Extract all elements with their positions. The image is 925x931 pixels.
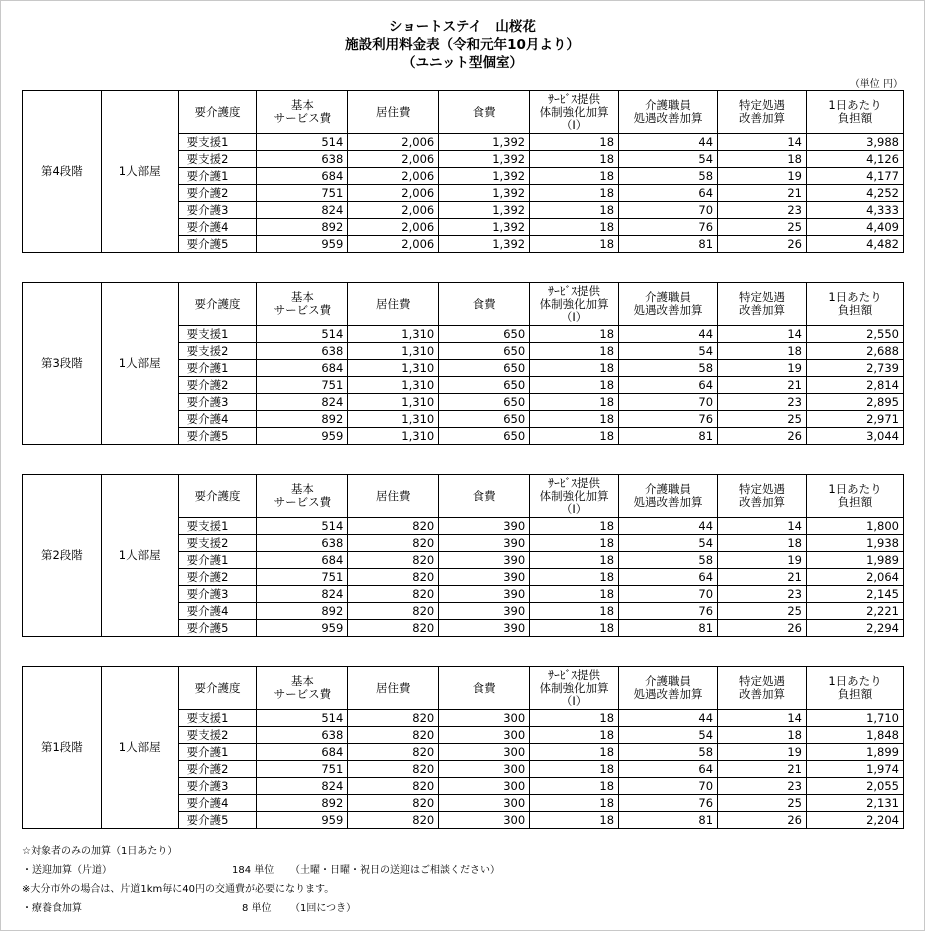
meal-cell: 300 (439, 795, 530, 812)
meal-header: 食費 (439, 91, 530, 134)
care-staff-improvement-cell: 81 (619, 236, 718, 253)
basic-service-cell: 824 (257, 202, 348, 219)
specific-improvement-cell: 23 (718, 586, 807, 603)
specific-improvement-header: 特定処遇 改善加算 (718, 91, 807, 134)
care-level-cell: 要支援2 (178, 535, 257, 552)
basic-service-cell: 684 (257, 168, 348, 185)
room-type-cell: 1人部屋 (101, 91, 178, 253)
care-level-cell: 要介護5 (178, 428, 257, 445)
basic-service-cell: 959 (257, 428, 348, 445)
meal-header: 食費 (439, 667, 530, 710)
fee-table (22, 282, 904, 445)
specific-improvement-cell: 23 (718, 202, 807, 219)
basic-service-cell: 959 (257, 812, 348, 829)
daily-total-cell: 2,064 (806, 569, 903, 586)
specific-improvement-cell: 26 (718, 620, 807, 637)
residence-cell: 1,310 (348, 343, 439, 360)
service-enhancement-cell: 18 (530, 428, 619, 445)
meal-cell: 650 (439, 377, 530, 394)
specific-improvement-cell: 26 (718, 812, 807, 829)
specific-improvement-cell: 26 (718, 236, 807, 253)
residence-cell: 820 (348, 535, 439, 552)
meal-cell: 390 (439, 535, 530, 552)
meal-cell: 1,392 (439, 202, 530, 219)
residence-cell: 1,310 (348, 377, 439, 394)
care-staff-improvement-cell: 64 (619, 377, 718, 394)
daily-total-cell: 2,055 (806, 778, 903, 795)
room-type-cell: 1人部屋 (101, 475, 178, 637)
care-staff-improvement-cell: 76 (619, 603, 718, 620)
residence-header: 居住費 (348, 283, 439, 326)
residence-cell: 1,310 (348, 326, 439, 343)
service-enhancement-cell: 18 (530, 603, 619, 620)
care-staff-improvement-header: 介護職員 処遇改善加算 (619, 667, 718, 710)
specific-improvement-cell: 18 (718, 535, 807, 552)
service-enhancement-header: ｻｰﾋﾞｽ提供 体制強化加算 （Ⅰ） (530, 475, 619, 518)
care-level-cell: 要支援1 (178, 326, 257, 343)
daily-total-cell: 1,899 (806, 744, 903, 761)
basic-service-cell: 824 (257, 778, 348, 795)
header-row (23, 283, 904, 326)
meal-cell: 650 (439, 394, 530, 411)
specific-improvement-cell: 25 (718, 603, 807, 620)
meal-cell: 390 (439, 518, 530, 535)
service-enhancement-cell: 18 (530, 778, 619, 795)
daily-total-cell: 1,989 (806, 552, 903, 569)
meal-cell: 300 (439, 761, 530, 778)
care-level-cell: 要介護1 (178, 552, 257, 569)
daily-total-cell: 1,848 (806, 727, 903, 744)
care-level-cell: 要介護2 (178, 185, 257, 202)
residence-cell: 820 (348, 778, 439, 795)
service-enhancement-cell: 18 (530, 411, 619, 428)
care-level-header: 要介護度 (178, 91, 257, 134)
footnotes (22, 842, 500, 918)
meal-cell: 390 (439, 586, 530, 603)
specific-improvement-header: 特定処遇 改善加算 (718, 475, 807, 518)
service-enhancement-cell: 18 (530, 219, 619, 236)
daily-total-cell: 2,145 (806, 586, 903, 603)
service-enhancement-cell: 18 (530, 360, 619, 377)
daily-total-cell: 4,409 (806, 219, 903, 236)
care-level-cell: 要介護1 (178, 360, 257, 377)
income-stage-cell: 第2段階 (23, 475, 102, 637)
specific-improvement-header: 特定処遇 改善加算 (718, 283, 807, 326)
meal-cell: 1,392 (439, 185, 530, 202)
residence-cell: 820 (348, 552, 439, 569)
specific-improvement-cell: 14 (718, 518, 807, 535)
care-level-cell: 要介護2 (178, 569, 257, 586)
service-enhancement-cell: 18 (530, 326, 619, 343)
meal-cell: 650 (439, 411, 530, 428)
transport-label: ・送迎加算（片道） (22, 865, 112, 876)
care-staff-improvement-cell: 70 (619, 586, 718, 603)
daily-total-cell: 1,800 (806, 518, 903, 535)
therapeutic-meal-label: ・療養食加算 (22, 903, 82, 914)
daily-total-cell: 2,294 (806, 620, 903, 637)
residence-cell: 820 (348, 603, 439, 620)
service-enhancement-cell: 18 (530, 168, 619, 185)
residence-cell: 2,006 (348, 236, 439, 253)
income-stage-cell: 第1段階 (23, 667, 102, 829)
care-staff-improvement-cell: 70 (619, 202, 718, 219)
daily-total-header: 1日あたり 負担額 (806, 667, 903, 710)
care-level-header: 要介護度 (178, 475, 257, 518)
service-enhancement-cell: 18 (530, 569, 619, 586)
residence-cell: 1,310 (348, 428, 439, 445)
service-enhancement-header: ｻｰﾋﾞｽ提供 体制強化加算 （Ⅰ） (530, 667, 619, 710)
care-staff-improvement-cell: 64 (619, 761, 718, 778)
service-enhancement-cell: 18 (530, 586, 619, 603)
specific-improvement-cell: 18 (718, 151, 807, 168)
basic-service-cell: 684 (257, 360, 348, 377)
income-stage-cell: 第3段階 (23, 283, 102, 445)
basic-service-cell: 824 (257, 586, 348, 603)
care-staff-improvement-cell: 70 (619, 778, 718, 795)
service-enhancement-cell: 18 (530, 134, 619, 151)
service-enhancement-cell: 18 (530, 812, 619, 829)
service-enhancement-cell: 18 (530, 552, 619, 569)
daily-total-cell: 4,252 (806, 185, 903, 202)
daily-total-cell: 2,204 (806, 812, 903, 829)
care-staff-improvement-cell: 44 (619, 134, 718, 151)
care-staff-improvement-cell: 76 (619, 795, 718, 812)
basic-service-header: 基本 サービス費 (257, 475, 348, 518)
header-row (23, 475, 904, 518)
residence-cell: 2,006 (348, 219, 439, 236)
basic-service-cell: 892 (257, 603, 348, 620)
meal-cell: 300 (439, 778, 530, 795)
daily-total-cell: 2,550 (806, 326, 903, 343)
service-enhancement-header: ｻｰﾋﾞｽ提供 体制強化加算 （Ⅰ） (530, 283, 619, 326)
daily-total-cell: 4,333 (806, 202, 903, 219)
care-staff-improvement-cell: 64 (619, 569, 718, 586)
meal-cell: 300 (439, 812, 530, 829)
residence-cell: 820 (348, 710, 439, 727)
meal-cell: 650 (439, 428, 530, 445)
meal-cell: 650 (439, 360, 530, 377)
care-staff-improvement-cell: 44 (619, 518, 718, 535)
daily-total-cell: 1,710 (806, 710, 903, 727)
care-staff-improvement-cell: 58 (619, 168, 718, 185)
basic-service-cell: 959 (257, 236, 348, 253)
care-level-cell: 要支援2 (178, 727, 257, 744)
basic-service-cell: 824 (257, 394, 348, 411)
basic-service-cell: 892 (257, 411, 348, 428)
service-enhancement-cell: 18 (530, 620, 619, 637)
residence-cell: 820 (348, 518, 439, 535)
meal-cell: 650 (439, 343, 530, 360)
residence-cell: 1,310 (348, 394, 439, 411)
specific-improvement-cell: 23 (718, 778, 807, 795)
service-enhancement-cell: 18 (530, 727, 619, 744)
daily-total-cell: 3,044 (806, 428, 903, 445)
residence-cell: 820 (348, 744, 439, 761)
transport-note: （土曜・日曜・祝日の送迎はご相談ください） (290, 865, 500, 876)
residence-cell: 820 (348, 761, 439, 778)
meal-cell: 1,392 (439, 219, 530, 236)
service-enhancement-cell: 18 (530, 343, 619, 360)
specific-improvement-cell: 14 (718, 710, 807, 727)
room-type-title: （ユニット型個室） (402, 55, 523, 71)
service-enhancement-cell: 18 (530, 185, 619, 202)
basic-service-header: 基本 サービス費 (257, 91, 348, 134)
care-staff-improvement-cell: 58 (619, 552, 718, 569)
daily-total-cell: 2,739 (806, 360, 903, 377)
basic-service-header: 基本 サービス費 (257, 283, 348, 326)
daily-total-cell: 3,988 (806, 134, 903, 151)
residence-cell: 820 (348, 620, 439, 637)
service-enhancement-cell: 18 (530, 535, 619, 552)
basic-service-cell: 514 (257, 326, 348, 343)
residence-cell: 2,006 (348, 168, 439, 185)
residence-cell: 820 (348, 569, 439, 586)
basic-service-cell: 638 (257, 727, 348, 744)
residence-cell: 2,006 (348, 134, 439, 151)
residence-cell: 2,006 (348, 151, 439, 168)
specific-improvement-cell: 21 (718, 377, 807, 394)
basic-service-cell: 751 (257, 377, 348, 394)
fee-table-title: 施設利用料金表（令和元年10月より） (345, 37, 580, 53)
care-level-cell: 要介護1 (178, 168, 257, 185)
room-type-cell: 1人部屋 (101, 283, 178, 445)
fee-table (22, 666, 904, 829)
specific-improvement-cell: 23 (718, 394, 807, 411)
care-level-header: 要介護度 (178, 667, 257, 710)
meal-cell: 650 (439, 326, 530, 343)
care-level-cell: 要介護3 (178, 778, 257, 795)
care-level-cell: 要介護1 (178, 744, 257, 761)
service-enhancement-cell: 18 (530, 202, 619, 219)
residence-header: 居住費 (348, 667, 439, 710)
service-enhancement-cell: 18 (530, 744, 619, 761)
basic-service-cell: 684 (257, 744, 348, 761)
care-level-cell: 要支援1 (178, 710, 257, 727)
care-level-cell: 要介護5 (178, 236, 257, 253)
specific-improvement-cell: 25 (718, 795, 807, 812)
therapeutic-meal-addition (22, 899, 500, 918)
header-row (23, 91, 904, 134)
care-staff-improvement-cell: 76 (619, 411, 718, 428)
residence-cell: 820 (348, 586, 439, 603)
service-enhancement-cell: 18 (530, 377, 619, 394)
care-level-cell: 要介護3 (178, 586, 257, 603)
specific-improvement-cell: 19 (718, 552, 807, 569)
daily-total-cell: 2,971 (806, 411, 903, 428)
residence-cell: 1,310 (348, 360, 439, 377)
therapeutic-meal-note: （1回につき） (290, 903, 357, 914)
residence-cell: 820 (348, 727, 439, 744)
care-staff-improvement-cell: 81 (619, 620, 718, 637)
basic-service-cell: 514 (257, 134, 348, 151)
daily-total-cell: 2,221 (806, 603, 903, 620)
care-staff-improvement-cell: 76 (619, 219, 718, 236)
residence-header: 居住費 (348, 475, 439, 518)
meal-cell: 300 (439, 744, 530, 761)
specific-improvement-cell: 21 (718, 761, 807, 778)
care-level-cell: 要支援1 (178, 518, 257, 535)
care-level-cell: 要介護2 (178, 761, 257, 778)
specific-improvement-cell: 21 (718, 569, 807, 586)
care-staff-improvement-cell: 64 (619, 185, 718, 202)
daily-total-header: 1日あたり 負担額 (806, 475, 903, 518)
meal-cell: 1,392 (439, 236, 530, 253)
basic-service-cell: 638 (257, 535, 348, 552)
specific-improvement-cell: 18 (718, 727, 807, 744)
care-staff-improvement-header: 介護職員 処遇改善加算 (619, 475, 718, 518)
service-enhancement-cell: 18 (530, 710, 619, 727)
daily-total-cell: 2,131 (806, 795, 903, 812)
care-level-header: 要介護度 (178, 283, 257, 326)
specific-improvement-cell: 25 (718, 219, 807, 236)
care-staff-improvement-cell: 54 (619, 727, 718, 744)
meal-header: 食費 (439, 283, 530, 326)
care-staff-improvement-cell: 44 (619, 326, 718, 343)
basic-service-cell: 684 (257, 552, 348, 569)
care-staff-improvement-cell: 58 (619, 744, 718, 761)
service-enhancement-cell: 18 (530, 394, 619, 411)
transport-value: 184 単位 (232, 865, 275, 876)
basic-service-cell: 751 (257, 185, 348, 202)
residence-header: 居住費 (348, 91, 439, 134)
daily-total-cell: 4,177 (806, 168, 903, 185)
meal-cell: 300 (439, 727, 530, 744)
meal-cell: 390 (439, 569, 530, 586)
specific-improvement-cell: 14 (718, 134, 807, 151)
specific-improvement-cell: 19 (718, 168, 807, 185)
daily-total-cell: 4,482 (806, 236, 903, 253)
basic-service-cell: 892 (257, 219, 348, 236)
basic-service-cell: 892 (257, 795, 348, 812)
residence-cell: 1,310 (348, 411, 439, 428)
specific-improvement-cell: 18 (718, 343, 807, 360)
care-level-cell: 要介護5 (178, 812, 257, 829)
specific-improvement-cell: 14 (718, 326, 807, 343)
unit-note: （単位 円） (849, 79, 903, 90)
residence-cell: 2,006 (348, 185, 439, 202)
basic-service-cell: 959 (257, 620, 348, 637)
care-staff-improvement-header: 介護職員 処遇改善加算 (619, 283, 718, 326)
daily-total-cell: 2,895 (806, 394, 903, 411)
care-staff-improvement-cell: 81 (619, 428, 718, 445)
service-enhancement-cell: 18 (530, 761, 619, 778)
basic-service-cell: 514 (257, 518, 348, 535)
service-enhancement-cell: 18 (530, 795, 619, 812)
meal-cell: 390 (439, 552, 530, 569)
service-enhancement-cell: 18 (530, 151, 619, 168)
meal-cell: 1,392 (439, 151, 530, 168)
residence-cell: 820 (348, 795, 439, 812)
room-type-cell: 1人部屋 (101, 667, 178, 829)
fee-table (22, 474, 904, 637)
care-staff-improvement-cell: 54 (619, 343, 718, 360)
residence-cell: 820 (348, 812, 439, 829)
fee-table (22, 90, 904, 253)
daily-total-cell: 2,688 (806, 343, 903, 360)
meal-cell: 390 (439, 620, 530, 637)
service-enhancement-cell: 18 (530, 236, 619, 253)
care-staff-improvement-cell: 81 (619, 812, 718, 829)
meal-cell: 1,392 (439, 168, 530, 185)
care-level-cell: 要介護4 (178, 603, 257, 620)
meal-cell: 1,392 (439, 134, 530, 151)
specific-improvement-cell: 21 (718, 185, 807, 202)
care-level-cell: 要介護2 (178, 377, 257, 394)
transport-addition (22, 861, 500, 880)
residence-cell: 2,006 (348, 202, 439, 219)
care-level-cell: 要介護4 (178, 795, 257, 812)
meal-header: 食費 (439, 475, 530, 518)
care-staff-improvement-cell: 44 (619, 710, 718, 727)
care-level-cell: 要介護4 (178, 219, 257, 236)
care-staff-improvement-cell: 58 (619, 360, 718, 377)
basic-service-cell: 638 (257, 151, 348, 168)
daily-total-header: 1日あたり 負担額 (806, 283, 903, 326)
basic-service-cell: 751 (257, 761, 348, 778)
specific-improvement-cell: 19 (718, 360, 807, 377)
basic-service-cell: 751 (257, 569, 348, 586)
service-enhancement-header: ｻｰﾋﾞｽ提供 体制強化加算 （Ⅰ） (530, 91, 619, 134)
daily-total-header: 1日あたり 負担額 (806, 91, 903, 134)
title-block (0, 18, 925, 72)
daily-total-cell: 1,974 (806, 761, 903, 778)
header-row (23, 667, 904, 710)
basic-service-cell: 514 (257, 710, 348, 727)
meal-cell: 390 (439, 603, 530, 620)
outside-city-note: ※大分市外の場合は、片道1km毎に40円の交通費が必要になります。 (22, 884, 335, 895)
care-level-cell: 要介護5 (178, 620, 257, 637)
basic-service-cell: 638 (257, 343, 348, 360)
meal-cell: 300 (439, 710, 530, 727)
therapeutic-meal-value: 8 単位 (242, 903, 272, 914)
facility-title: ショートステイ 山桜花 (389, 19, 536, 35)
care-staff-improvement-header: 介護職員 処遇改善加算 (619, 91, 718, 134)
daily-total-cell: 4,126 (806, 151, 903, 168)
care-level-cell: 要支援1 (178, 134, 257, 151)
specific-improvement-cell: 25 (718, 411, 807, 428)
income-stage-cell: 第4段階 (23, 91, 102, 253)
care-level-cell: 要介護3 (178, 202, 257, 219)
care-level-cell: 要支援2 (178, 151, 257, 168)
care-staff-improvement-cell: 54 (619, 151, 718, 168)
applicable-only-note: ☆対象者のみの加算（1日あたり） (22, 846, 178, 857)
care-staff-improvement-cell: 54 (619, 535, 718, 552)
care-staff-improvement-cell: 70 (619, 394, 718, 411)
specific-improvement-header: 特定処遇 改善加算 (718, 667, 807, 710)
care-level-cell: 要支援2 (178, 343, 257, 360)
daily-total-cell: 2,814 (806, 377, 903, 394)
specific-improvement-cell: 26 (718, 428, 807, 445)
basic-service-header: 基本 サービス費 (257, 667, 348, 710)
daily-total-cell: 1,938 (806, 535, 903, 552)
care-level-cell: 要介護4 (178, 411, 257, 428)
specific-improvement-cell: 19 (718, 744, 807, 761)
care-level-cell: 要介護3 (178, 394, 257, 411)
service-enhancement-cell: 18 (530, 518, 619, 535)
